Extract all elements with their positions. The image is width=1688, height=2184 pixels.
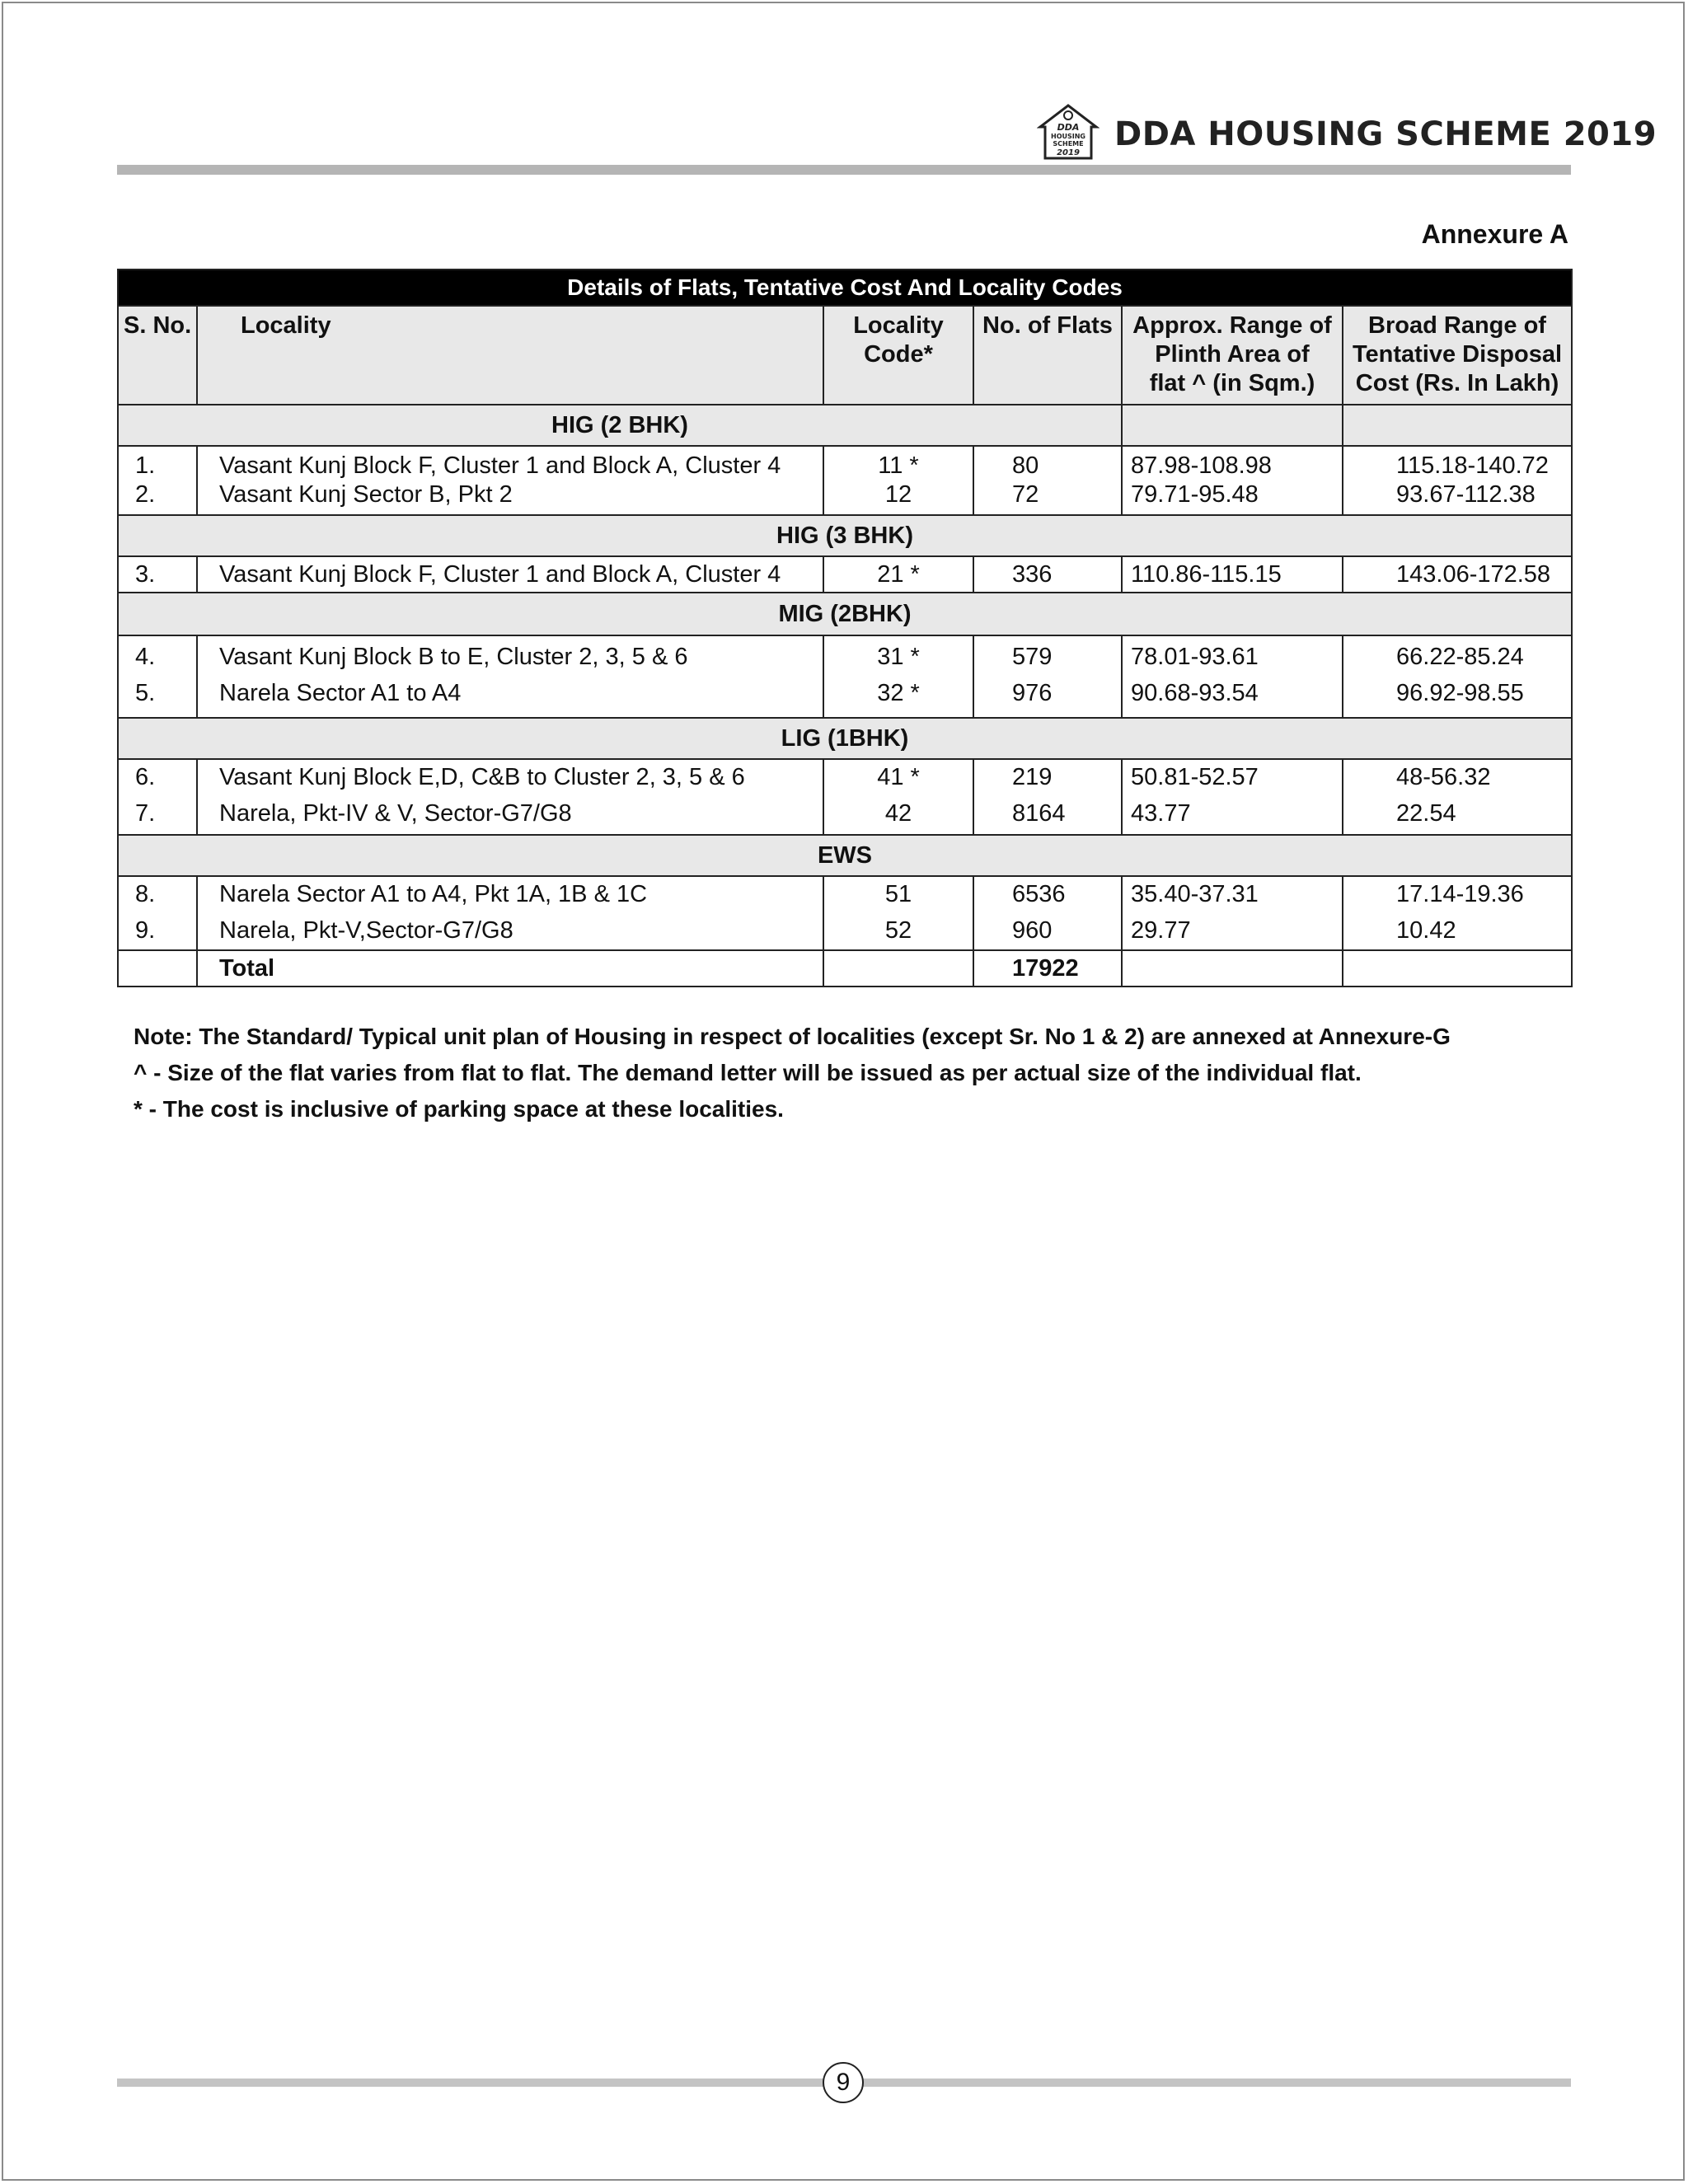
table-row: 6. 7. Vasant Kunj Block E,D, C&B to Cluster 2, 3, 5 & 6 Narela, Pkt-IV & V, Sector-G7/G8 41 * 42 219 8164 50.81-52.57 43.77 48-56.32 22.54: [118, 759, 1572, 835]
category-header: MIG (2BHK): [118, 593, 1572, 635]
svg-text:SCHEME: SCHEME: [1053, 140, 1084, 148]
column-header-flats: No. of Flats: [973, 306, 1122, 405]
table-row: 3. Vasant Kunj Block F, Cluster 1 and Block A, Cluster 4 21 * 336 110.86-115.15 143.06-172.58: [118, 556, 1572, 593]
page-number: 9: [823, 2062, 864, 2103]
annexure-label: Annexure A: [1421, 219, 1568, 249]
category-header: HIG (2 BHK): [118, 405, 1122, 446]
column-header-code: Locality Code*: [823, 306, 973, 405]
column-header-sno: S. No.: [118, 306, 197, 405]
total-row: [118, 950, 1572, 987]
note-annexure: Note: The Standard/ Typical unit plan of Housing in respect of localities (except Sr. No 1 & 2) are annexed at Annexure-G: [134, 1024, 1451, 1049]
table-row: 4. 5. Vasant Kunj Block B to E, Cluster 2, 3, 5 & 6 Narela Sector A1 to A4 31 * 32 * 579 976 78.01-93.61 90.68-93.54 66.22-85.24 96.92-98.55: [118, 635, 1572, 718]
svg-text:HOUSING: HOUSING: [1051, 133, 1085, 140]
column-header-cost: Broad Range of Tentative Disposal Cost (Rs. In Lakh): [1343, 306, 1572, 405]
category-header: EWS: [118, 835, 1572, 876]
total-flats: 17922: [973, 950, 1122, 987]
svg-text:DDA: DDA: [1057, 122, 1080, 133]
column-header-area: Approx. Range of Plinth Area of flat ^ (in Sqm.): [1122, 306, 1343, 405]
table-row: 1. 2. Vasant Kunj Block F, Cluster 1 and Block A, Cluster 4 Vasant Kunj Sector B, Pkt 2 11 * 12 80 72 87.98-108.98 79.71-95.48 115.18-140.72 93.67-112.38: [118, 446, 1572, 515]
note-parking: * - The cost is inclusive of parking space at these localities.: [134, 1096, 784, 1122]
flats-table: [117, 269, 1573, 987]
svg-text:2019: 2019: [1057, 148, 1080, 157]
notes-section: [134, 1019, 1568, 1127]
table-row: 8. 9. Narela Sector A1 to A4, Pkt 1A, 1B & 1C Narela, Pkt-V,Sector-G7/G8 51 52 6536 960 35.40-37.31 29.77 17.14-19.36 10.42: [118, 876, 1572, 950]
header-title: DDA HOUSING SCHEME 2019: [1114, 115, 1658, 153]
column-header-locality: Locality: [197, 306, 823, 405]
dda-housing-logo: [1037, 102, 1100, 162]
total-label: Total: [197, 950, 823, 987]
header-divider: [117, 165, 1571, 175]
note-size: ^ - Size of the flat varies from flat to flat. The demand letter will be issued as per actual size of the individual flat.: [134, 1060, 1362, 1085]
table-title: Details of Flats, Tentative Cost And Locality Codes: [118, 269, 1572, 306]
category-header: LIG (1BHK): [118, 718, 1572, 759]
category-header: HIG (3 BHK): [118, 515, 1572, 556]
